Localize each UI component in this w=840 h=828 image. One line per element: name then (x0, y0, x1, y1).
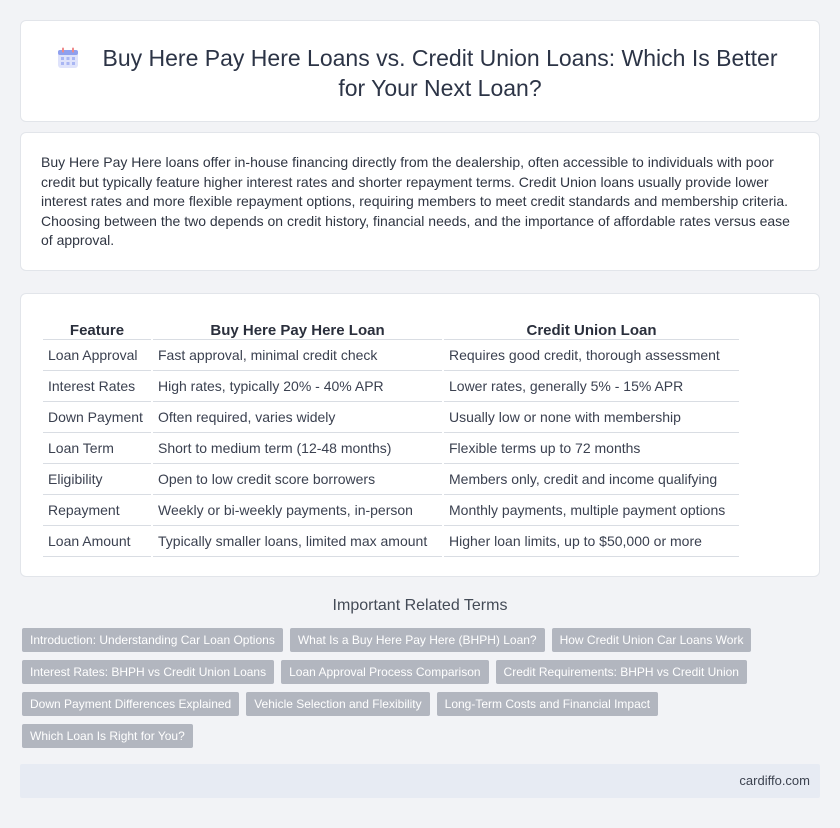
page-title: Buy Here Pay Here Loans vs. Credit Union Loans: Which Is Better for Your Next Loan? (102, 45, 778, 101)
table-row (43, 463, 739, 494)
header-credit-union: Credit Union Loan (443, 316, 739, 339)
header-bhph: Buy Here Pay Here Loan (152, 316, 443, 339)
related-term-tag[interactable]: How Credit Union Car Loans Work (552, 628, 752, 652)
title-card (20, 20, 820, 122)
credit-union-cell: Usually low or none with membership (443, 401, 739, 432)
feature-cell: Repayment (43, 494, 152, 525)
table-row (43, 494, 739, 525)
bhph-cell: High rates, typically 20% - 40% APR (152, 370, 443, 401)
related-term-tag[interactable]: What Is a Buy Here Pay Here (BHPH) Loan? (290, 628, 545, 652)
bhph-cell: Fast approval, minimal credit check (152, 339, 443, 370)
intro-card (20, 132, 820, 271)
feature-cell: Loan Approval (43, 339, 152, 370)
tag-row (22, 724, 822, 748)
intro-paragraph: Buy Here Pay Here loans offer in-house financing directly from the dealership, often accessible to individuals with poor credit but typically feature higher interest rates and shorter repayment terms. Credit Union loans usually provide lower interest rates and more flexible repayment options, requiring members to meet credit standards and membership criteria. Choosing between the two depends on credit history, financial needs, and the importance of affordable rates versus ease of approval. (41, 154, 790, 248)
table-row (43, 525, 739, 556)
tag-row (22, 692, 822, 716)
related-term-tag[interactable]: Introduction: Understanding Car Loan Options (22, 628, 283, 652)
related-term-tag[interactable]: Long-Term Costs and Financial Impact (437, 692, 658, 716)
credit-union-cell: Higher loan limits, up to $50,000 or more (443, 525, 739, 556)
tag-row (22, 628, 822, 652)
bhph-cell: Short to medium term (12-48 months) (152, 432, 443, 463)
related-term-tag[interactable]: Loan Approval Process Comparison (281, 660, 488, 684)
related-terms-heading: Important Related Terms (332, 597, 508, 614)
footer-site-link[interactable]: cardiffo.com (739, 773, 810, 788)
comparison-table (43, 316, 739, 557)
related-term-tag[interactable]: Credit Requirements: BHPH vs Credit Union (496, 660, 747, 684)
bhph-cell: Weekly or bi-weekly payments, in-person (152, 494, 443, 525)
feature-cell: Eligibility (43, 463, 152, 494)
table-row (43, 339, 739, 370)
table-row (43, 370, 739, 401)
related-term-tag[interactable]: Vehicle Selection and Flexibility (246, 692, 429, 716)
table-row (43, 432, 739, 463)
related-term-tag[interactable]: Down Payment Differences Explained (22, 692, 239, 716)
credit-union-cell: Flexible terms up to 72 months (443, 432, 739, 463)
table-header-row (43, 316, 739, 339)
header-feature: Feature (43, 316, 152, 339)
related-terms-list (22, 628, 822, 756)
bhph-cell: Open to low credit score borrowers (152, 463, 443, 494)
related-term-tag[interactable]: Interest Rates: BHPH vs Credit Union Loans (22, 660, 274, 684)
feature-cell: Loan Term (43, 432, 152, 463)
comparison-card (20, 293, 820, 577)
feature-cell: Down Payment (43, 401, 152, 432)
credit-union-cell: Requires good credit, thorough assessment (443, 339, 739, 370)
bhph-cell: Typically smaller loans, limited max amount (152, 525, 443, 556)
related-term-tag[interactable]: Which Loan Is Right for You? (22, 724, 193, 748)
table-row (43, 401, 739, 432)
credit-union-cell: Lower rates, generally 5% - 15% APR (443, 370, 739, 401)
bhph-cell: Often required, varies widely (152, 401, 443, 432)
feature-cell: Interest Rates (43, 370, 152, 401)
footer (20, 764, 820, 798)
feature-cell: Loan Amount (43, 525, 152, 556)
credit-union-cell: Members only, credit and income qualifying (443, 463, 739, 494)
tag-row (22, 660, 822, 684)
credit-union-cell: Monthly payments, multiple payment options (443, 494, 739, 525)
